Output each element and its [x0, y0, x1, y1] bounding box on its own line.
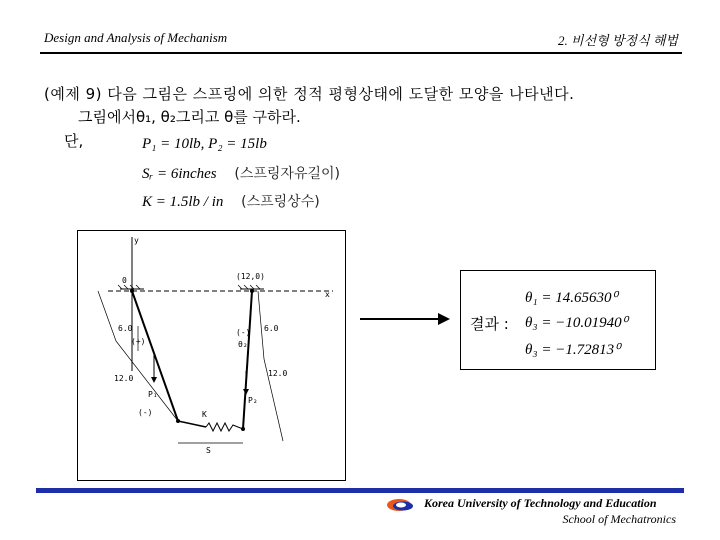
problem-task: 그림에서θ₁, θ₂그리고 θ를 구하라.: [78, 108, 301, 126]
pivot-coordinate-label: (12,0): [236, 272, 265, 281]
spring-constant-label: K: [202, 410, 207, 419]
header-course-title: Design and Analysis of Mechanism: [44, 30, 228, 45]
footer-school: School of Mechatronics: [562, 512, 676, 526]
theta1-sign-label: (+): [131, 337, 146, 346]
theta3-sign-label: (-): [138, 408, 153, 417]
right-link-length-label: 6.0: [264, 324, 279, 333]
theta2-label: θ₂: [238, 340, 248, 349]
left-base-length-label: 12.0: [114, 374, 134, 383]
result-theta1: θ₁ = 14.65630⁰: [525, 290, 618, 306]
result-theta3-b: θ₃ = −1.72813⁰: [525, 342, 621, 358]
given-free-length-value: Sᵣ = 6inches: [142, 166, 217, 182]
footer-university: Korea University of Technology and Education: [424, 496, 657, 510]
footer-divider: [36, 488, 684, 493]
left-link-length-label: 6.0: [118, 324, 133, 333]
given-forces: P₁ = 10lb, P₂ = 15lb: [142, 136, 267, 152]
university-logo-icon: [385, 497, 419, 513]
right-base-length-label: 12.0: [268, 369, 288, 378]
header-section-title: 2. 비선형 방정식 해법: [558, 33, 678, 48]
y-axis-label: y: [134, 236, 139, 245]
given-free-length-note: (스프링자유길이): [234, 166, 340, 182]
result-arrow-icon: [360, 309, 450, 329]
p2-force-label: P₂: [248, 396, 258, 405]
given-spring-constant-value: K = 1.5lb / in: [142, 194, 224, 210]
p1-force-label: P₁: [148, 390, 158, 399]
origin-label: 0: [122, 276, 127, 285]
result-label: 결과 :: [470, 315, 509, 333]
given-spring-constant-note: (스프링상수): [241, 194, 320, 210]
spring-length-label: S: [206, 446, 211, 455]
mechanism-figure: [77, 230, 346, 481]
problem-statement: (예제 9) 다음 그림은 스프링에 의한 정적 평형상태에 도달한 모양을 나타낸다.: [44, 85, 575, 103]
mechanism-diagram: [78, 231, 345, 480]
result-theta3-a: θ₃ = −10.01940⁰: [525, 315, 628, 331]
theta2-sign-label: (-): [236, 328, 251, 337]
header-divider: [40, 52, 682, 54]
given-prefix: 단,: [64, 132, 84, 150]
given-spring-constant: [142, 191, 320, 211]
given-free-length: [142, 163, 340, 183]
x-axis-label: x: [325, 290, 330, 299]
